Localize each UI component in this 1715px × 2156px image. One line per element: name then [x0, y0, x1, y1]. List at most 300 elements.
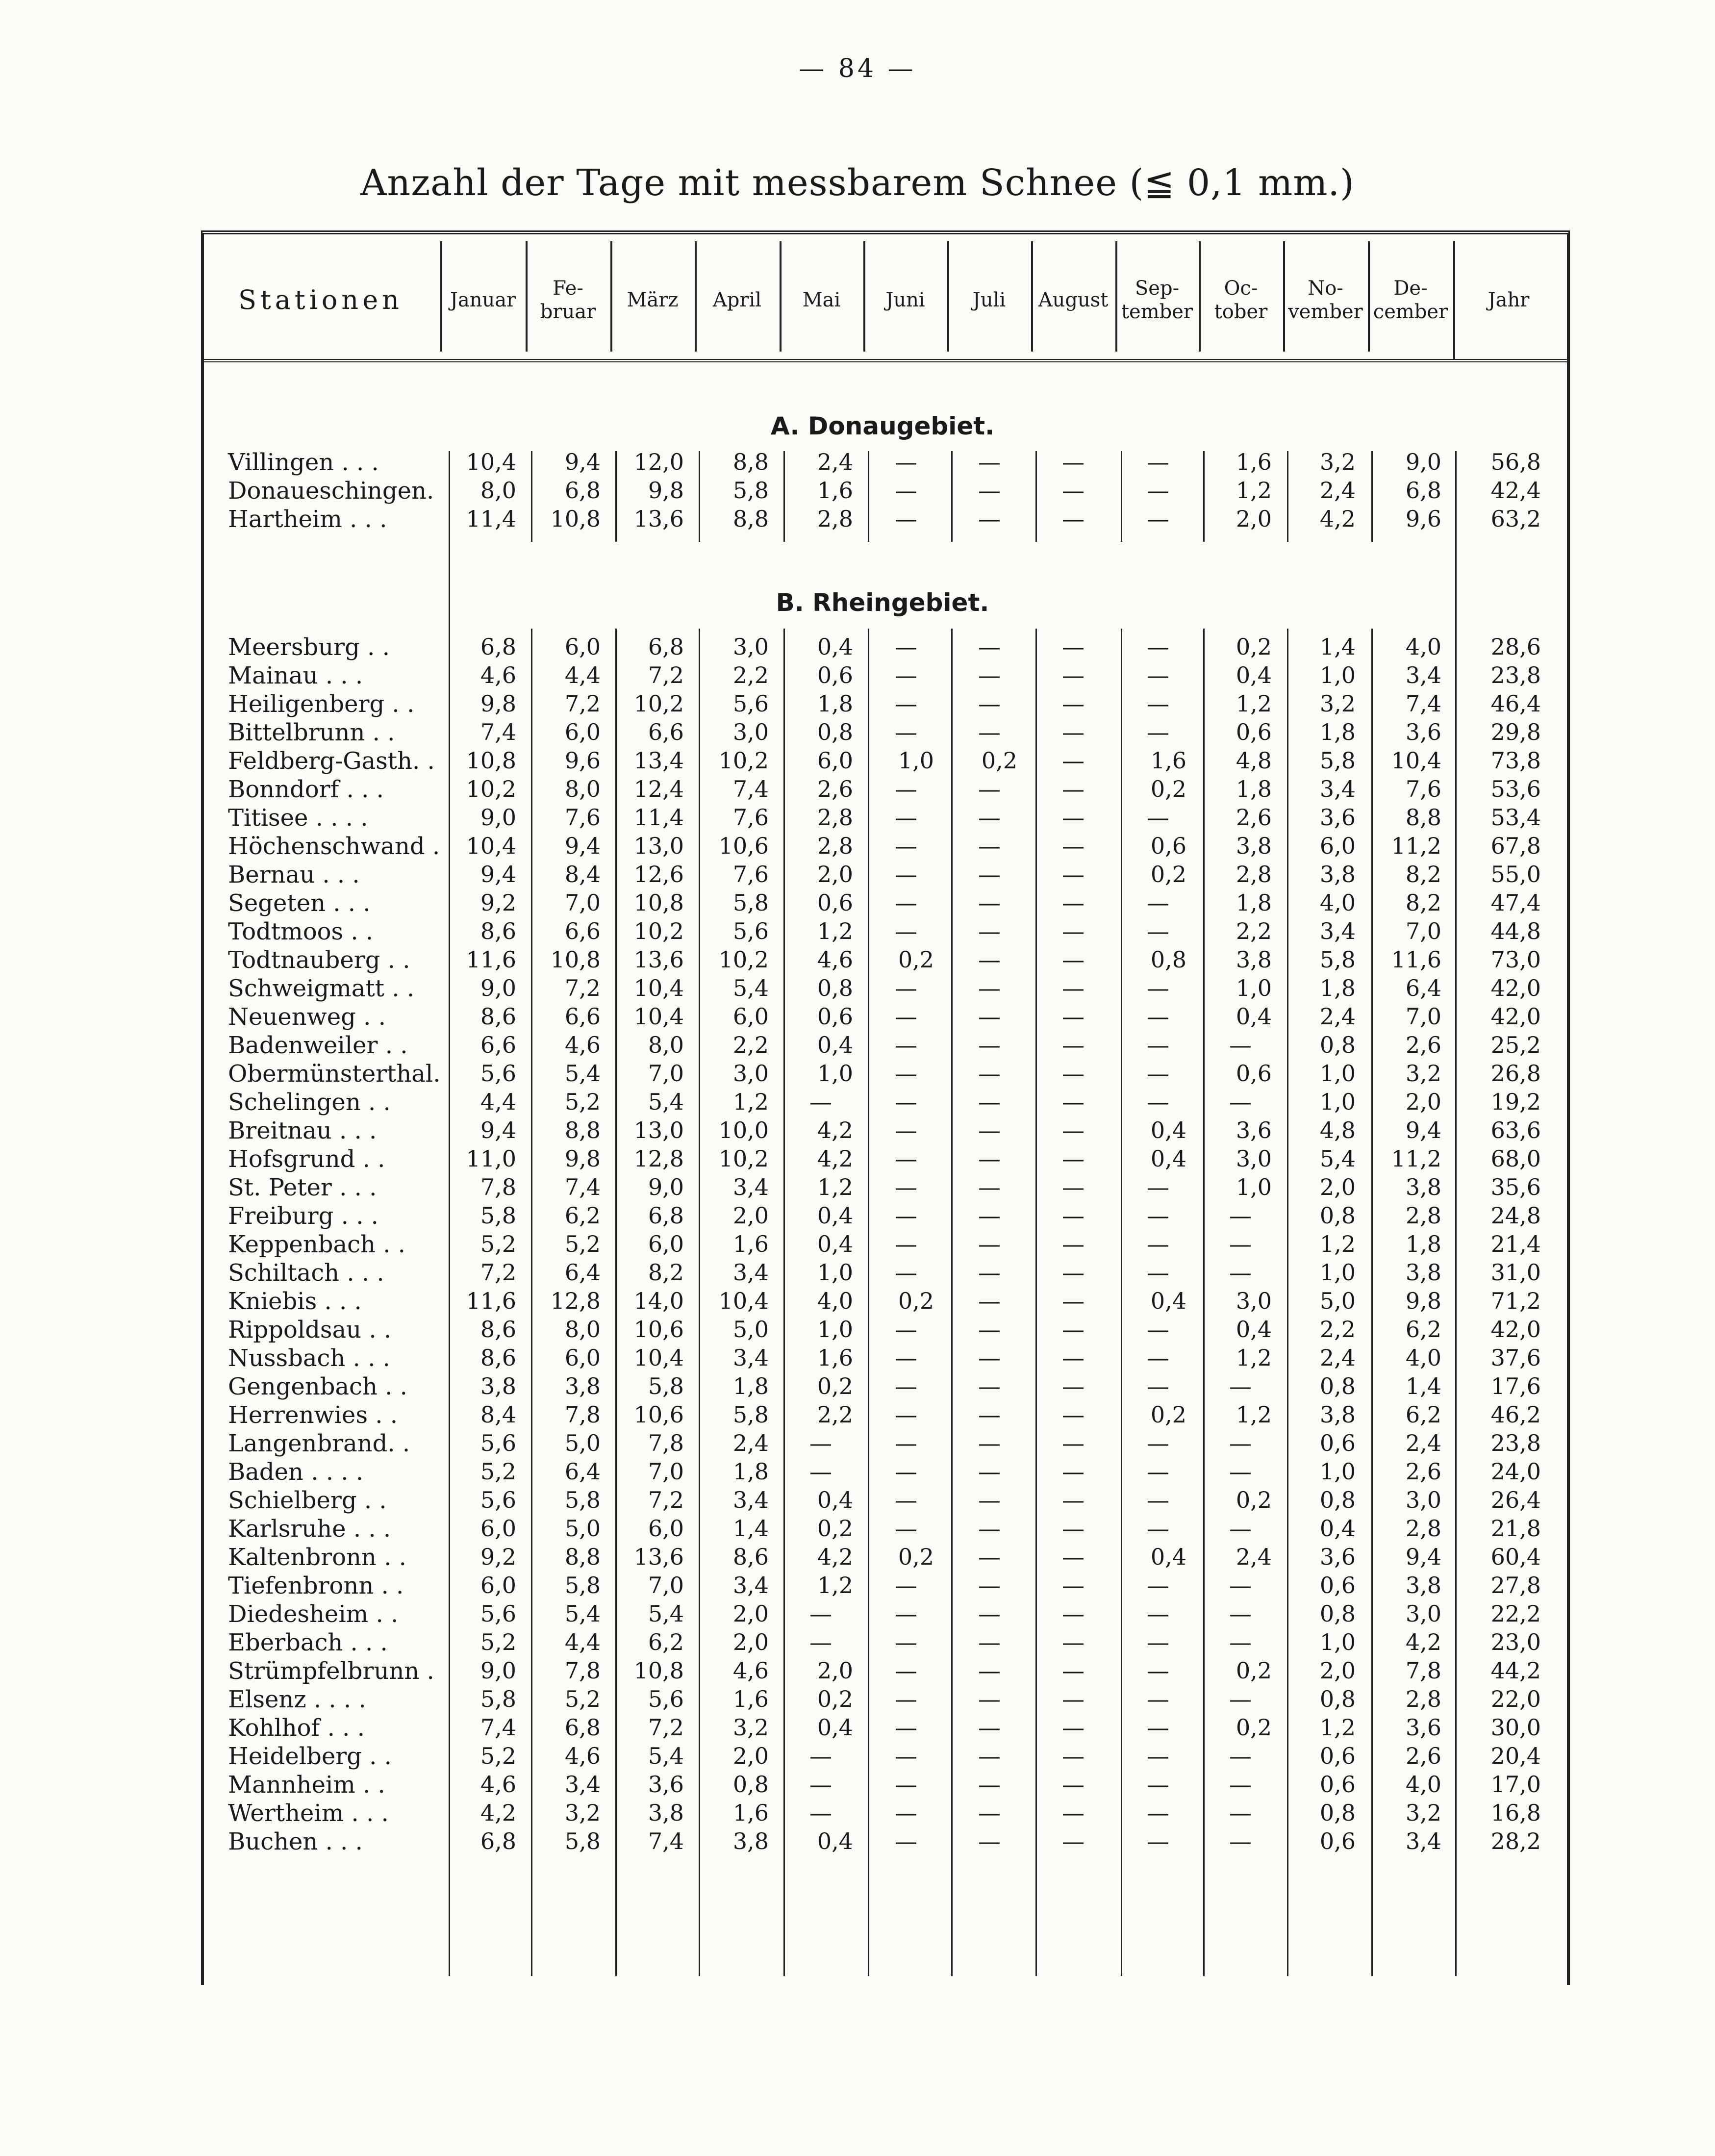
value-cell-nov: 5,4 — [1319, 1145, 1356, 1172]
value-cell-apr: 2,4 — [732, 1430, 769, 1456]
value-cell-jun: — — [895, 1344, 917, 1371]
station-name: Schweigmatt . . — [228, 975, 414, 1002]
value-cell-feb: 3,2 — [564, 1800, 601, 1826]
value-cell-sep: — — [1147, 1771, 1169, 1798]
value-cell-dec: 7,6 — [1405, 776, 1441, 802]
value-cell-oct: 0,6 — [1236, 719, 1272, 745]
value-cell-jul: 0,2 — [981, 747, 1017, 774]
value-cell-aug: — — [1062, 1316, 1084, 1343]
value-cell-aug: — — [1062, 1117, 1084, 1143]
value-cell-apr: 8,8 — [732, 506, 769, 532]
value-cell-oct: 0,2 — [1236, 1487, 1272, 1513]
value-cell-mar: 10,2 — [633, 690, 684, 717]
value-cell-jahr: 24,8 — [1490, 1202, 1541, 1229]
value-cell-jul: — — [978, 1544, 1001, 1570]
value-cell-feb: 6,8 — [564, 477, 601, 504]
value-cell-nov: 2,4 — [1319, 1344, 1356, 1371]
value-cell-aug: — — [1062, 975, 1084, 1001]
value-cell-jun: — — [895, 1202, 917, 1229]
value-cell-jahr: 22,0 — [1490, 1686, 1541, 1712]
value-cell-aug: — — [1062, 1800, 1084, 1826]
value-cell-jul: — — [978, 1032, 1001, 1058]
table-row — [0, 1288, 1715, 1316]
column-header-nov: No- vember — [1288, 277, 1363, 323]
value-cell-mai: — — [809, 1629, 832, 1655]
value-cell-dec: 11,2 — [1391, 1145, 1441, 1172]
value-cell-jahr: 20,4 — [1490, 1743, 1541, 1769]
value-cell-jul: — — [978, 449, 1001, 475]
value-cell-oct: 3,8 — [1236, 833, 1272, 859]
value-cell-aug: — — [1062, 833, 1084, 859]
value-cell-nov: 3,4 — [1319, 918, 1356, 944]
value-cell-feb: 6,6 — [564, 918, 601, 944]
value-cell-jul: — — [978, 861, 1001, 888]
value-cell-aug: — — [1062, 1771, 1084, 1798]
value-cell-mai: — — [809, 1600, 832, 1627]
value-cell-oct: 1,2 — [1236, 690, 1272, 717]
value-cell-aug: — — [1062, 861, 1084, 888]
value-cell-aug: — — [1062, 946, 1084, 973]
value-cell-apr: 3,0 — [732, 1060, 769, 1087]
value-cell-sep: 0,4 — [1150, 1288, 1186, 1314]
value-cell-mai: 6,0 — [817, 747, 853, 774]
value-cell-mar: 11,4 — [633, 804, 684, 831]
value-cell-mar: 6,6 — [648, 719, 684, 745]
value-cell-jan: 6,6 — [480, 1032, 516, 1058]
value-cell-jul: — — [978, 1060, 1001, 1087]
value-cell-nov: 1,4 — [1319, 634, 1356, 660]
value-cell-jul: — — [978, 1401, 1001, 1428]
value-cell-jan: 4,6 — [480, 1771, 516, 1798]
value-cell-jan: 8,6 — [480, 1344, 516, 1371]
value-cell-apr: 1,2 — [732, 1089, 769, 1115]
value-cell-apr: 10,2 — [718, 747, 769, 774]
value-cell-oct: — — [1229, 1800, 1252, 1826]
value-cell-oct: 0,2 — [1236, 1714, 1272, 1741]
value-cell-dec: 8,2 — [1405, 889, 1441, 916]
header-divider — [610, 241, 612, 352]
value-cell-oct: 0,6 — [1236, 1060, 1272, 1087]
value-cell-aug: — — [1062, 1743, 1084, 1769]
value-cell-feb: 7,2 — [564, 690, 601, 717]
value-cell-feb: 5,8 — [564, 1828, 601, 1854]
value-cell-oct: — — [1229, 1089, 1252, 1115]
table-row — [0, 690, 1715, 719]
value-cell-apr: 4,6 — [732, 1657, 769, 1684]
value-cell-jun: — — [895, 1515, 917, 1542]
column-header-jahr: Jahr — [1488, 289, 1530, 311]
value-cell-mar: 7,2 — [648, 1487, 684, 1513]
value-cell-apr: 2,2 — [732, 1032, 769, 1058]
value-cell-oct: 3,8 — [1236, 946, 1272, 973]
value-cell-oct: — — [1229, 1032, 1252, 1058]
value-cell-nov: 0,6 — [1319, 1828, 1356, 1854]
value-cell-jul: — — [978, 1743, 1001, 1769]
value-cell-apr: 5,4 — [732, 975, 769, 1001]
value-cell-mar: 8,0 — [648, 1032, 684, 1058]
value-cell-jan: 10,4 — [466, 833, 516, 859]
value-cell-mai: 2,0 — [817, 861, 853, 888]
value-cell-feb: 8,0 — [564, 1316, 601, 1343]
value-cell-sep: — — [1147, 1629, 1169, 1655]
header-divider — [1368, 241, 1370, 352]
value-cell-jun: — — [895, 1145, 917, 1172]
value-cell-nov: 2,0 — [1319, 1657, 1356, 1684]
value-cell-oct: 1,2 — [1236, 1401, 1272, 1428]
value-cell-feb: 4,4 — [564, 662, 601, 688]
value-cell-sep: — — [1147, 1572, 1169, 1598]
value-cell-jul: — — [978, 1373, 1001, 1399]
value-cell-feb: 6,0 — [564, 1344, 601, 1371]
value-cell-mar: 10,6 — [633, 1316, 684, 1343]
table-row — [0, 634, 1715, 662]
value-cell-mar: 7,0 — [648, 1060, 684, 1087]
value-cell-jul: — — [978, 1288, 1001, 1314]
value-cell-feb: 3,8 — [564, 1373, 601, 1399]
value-cell-jun: — — [895, 1430, 917, 1456]
value-cell-mai: 0,2 — [817, 1686, 853, 1712]
value-cell-mai: 1,8 — [817, 690, 853, 717]
value-cell-feb: 7,8 — [564, 1657, 601, 1684]
value-cell-jan: 7,4 — [480, 719, 516, 745]
value-cell-sep: 1,6 — [1150, 747, 1186, 774]
value-cell-jul: — — [978, 1714, 1001, 1741]
value-cell-oct: 2,4 — [1236, 1544, 1272, 1570]
value-cell-sep: — — [1147, 1458, 1169, 1485]
value-cell-oct: — — [1229, 1686, 1252, 1712]
value-cell-mai: 2,6 — [817, 776, 853, 802]
value-cell-oct: 0,4 — [1236, 662, 1272, 688]
value-cell-dec: 11,2 — [1391, 833, 1441, 859]
value-cell-apr: 3,4 — [732, 1344, 769, 1371]
value-cell-jun: — — [895, 889, 917, 916]
table-row — [0, 1401, 1715, 1430]
value-cell-aug: — — [1062, 1145, 1084, 1172]
station-name: Schelingen . . — [228, 1089, 391, 1116]
header-divider — [780, 241, 782, 352]
table-row — [0, 918, 1715, 946]
value-cell-oct: 2,8 — [1236, 861, 1272, 888]
value-cell-sep: — — [1147, 1515, 1169, 1542]
value-cell-oct: 2,6 — [1236, 804, 1272, 831]
value-cell-jan: 9,4 — [480, 861, 516, 888]
value-cell-nov: 4,8 — [1319, 1117, 1356, 1143]
value-cell-dec: 3,4 — [1405, 1828, 1441, 1854]
value-cell-nov: 3,4 — [1319, 776, 1356, 802]
value-cell-jan: 5,2 — [480, 1743, 516, 1769]
value-cell-jahr: 16,8 — [1490, 1800, 1541, 1826]
value-cell-jul: — — [978, 833, 1001, 859]
value-cell-feb: 8,0 — [564, 776, 601, 802]
table-row — [0, 1629, 1715, 1657]
station-name: Feldberg-Gasth. . — [228, 747, 435, 775]
value-cell-jul: — — [978, 719, 1001, 745]
value-cell-feb: 5,2 — [564, 1231, 601, 1257]
value-cell-nov: 1,8 — [1319, 975, 1356, 1001]
value-cell-mar: 10,2 — [633, 918, 684, 944]
table-row — [0, 1117, 1715, 1145]
value-cell-jan: 9,0 — [480, 975, 516, 1001]
value-cell-jun: — — [895, 1743, 917, 1769]
value-cell-dec: 11,6 — [1391, 946, 1441, 973]
value-cell-feb: 10,8 — [550, 946, 601, 973]
value-cell-jun: — — [895, 1629, 917, 1655]
value-cell-jul: — — [978, 506, 1001, 532]
value-cell-sep: 0,8 — [1150, 946, 1186, 973]
value-cell-aug: — — [1062, 804, 1084, 831]
table-row — [0, 1657, 1715, 1686]
value-cell-dec: 6,2 — [1405, 1316, 1441, 1343]
station-name: Diedesheim . . — [228, 1600, 399, 1628]
value-cell-aug: — — [1062, 477, 1084, 504]
table-row — [0, 1316, 1715, 1344]
value-cell-jahr: 35,6 — [1490, 1174, 1541, 1200]
value-cell-aug: — — [1062, 1373, 1084, 1399]
value-cell-jahr: 17,6 — [1490, 1373, 1541, 1399]
value-cell-jahr: 21,8 — [1490, 1515, 1541, 1542]
value-cell-jahr: 42,4 — [1490, 477, 1541, 504]
value-cell-aug: — — [1062, 1686, 1084, 1712]
value-cell-jun: — — [895, 918, 917, 944]
value-cell-dec: 10,4 — [1391, 747, 1441, 774]
value-cell-oct: — — [1229, 1259, 1252, 1286]
value-cell-dec: 6,8 — [1405, 477, 1441, 504]
station-name: Meersburg . . — [228, 634, 390, 661]
value-cell-sep: — — [1147, 1032, 1169, 1058]
value-cell-mai: 2,8 — [817, 804, 853, 831]
section-title: A. Donaugebiet. — [770, 412, 995, 440]
value-cell-jun: — — [895, 1572, 917, 1598]
value-cell-aug: — — [1062, 1572, 1084, 1598]
value-cell-apr: 3,0 — [732, 719, 769, 745]
value-cell-mar: 10,8 — [633, 889, 684, 916]
value-cell-oct: — — [1229, 1458, 1252, 1485]
value-cell-jul: — — [978, 1686, 1001, 1712]
value-cell-jan: 6,8 — [480, 1828, 516, 1854]
value-cell-jan: 5,2 — [480, 1231, 516, 1257]
value-cell-jan: 9,2 — [480, 889, 516, 916]
section-title: B. Rheingebiet. — [776, 588, 989, 617]
value-cell-feb: 9,6 — [564, 747, 601, 774]
table-row — [0, 833, 1715, 861]
value-cell-apr: 10,0 — [718, 1117, 769, 1143]
value-cell-nov: 5,8 — [1319, 747, 1356, 774]
value-cell-sep: 0,2 — [1150, 1401, 1186, 1428]
value-cell-nov: 0,8 — [1319, 1202, 1356, 1229]
value-cell-apr: 1,6 — [732, 1800, 769, 1826]
value-cell-aug: — — [1062, 1657, 1084, 1684]
value-cell-feb: 8,4 — [564, 861, 601, 888]
value-cell-jahr: 71,2 — [1490, 1288, 1541, 1314]
value-cell-jun: — — [895, 719, 917, 745]
value-cell-mar: 8,2 — [648, 1259, 684, 1286]
value-cell-mar: 10,6 — [633, 1401, 684, 1428]
station-name: Obermünsterthal. — [228, 1060, 441, 1088]
table-row — [0, 1145, 1715, 1174]
value-cell-feb: 5,0 — [564, 1515, 601, 1542]
value-cell-jul: — — [978, 1003, 1001, 1030]
value-cell-jan: 5,6 — [480, 1600, 516, 1627]
value-cell-jahr: 63,2 — [1490, 506, 1541, 532]
value-cell-jun: — — [895, 662, 917, 688]
value-cell-sep: — — [1147, 1174, 1169, 1200]
value-cell-nov: 1,0 — [1319, 1259, 1356, 1286]
value-cell-feb: 6,4 — [564, 1259, 601, 1286]
value-cell-aug: — — [1062, 1060, 1084, 1087]
value-cell-jun: — — [895, 1828, 917, 1854]
value-cell-nov: 3,2 — [1319, 690, 1356, 717]
value-cell-jan: 5,8 — [480, 1202, 516, 1229]
station-name: Bernau . . . — [228, 861, 360, 888]
value-cell-dec: 3,8 — [1405, 1259, 1441, 1286]
value-cell-apr: 3,0 — [732, 634, 769, 660]
value-cell-oct: 0,2 — [1236, 1657, 1272, 1684]
station-name: St. Peter . . . — [228, 1174, 377, 1201]
station-name: Hartheim . . . — [228, 506, 387, 533]
value-cell-feb: 5,8 — [564, 1487, 601, 1513]
value-cell-sep: — — [1147, 506, 1169, 532]
value-cell-dec: 3,6 — [1405, 719, 1441, 745]
value-cell-oct: 1,8 — [1236, 889, 1272, 916]
value-cell-aug: — — [1062, 1515, 1084, 1542]
value-cell-apr: 7,4 — [732, 776, 769, 802]
value-cell-jun: — — [895, 833, 917, 859]
value-cell-aug: — — [1062, 1487, 1084, 1513]
value-cell-feb: 8,8 — [564, 1117, 601, 1143]
value-cell-jan: 7,2 — [480, 1259, 516, 1286]
value-cell-nov: 3,6 — [1319, 804, 1356, 831]
table-row — [0, 1089, 1715, 1117]
value-cell-apr: 2,0 — [732, 1743, 769, 1769]
value-cell-mai: — — [809, 1430, 832, 1456]
value-cell-mai: — — [809, 1089, 832, 1115]
value-cell-jan: 11,4 — [466, 506, 516, 532]
value-cell-mai: 2,8 — [817, 833, 853, 859]
value-cell-jul: — — [978, 1657, 1001, 1684]
value-cell-oct: — — [1229, 1231, 1252, 1257]
column-header-sep: Sep- tember — [1121, 277, 1193, 323]
value-cell-jul: — — [978, 1458, 1001, 1485]
value-cell-sep: — — [1147, 1600, 1169, 1627]
value-cell-nov: 0,8 — [1319, 1800, 1356, 1826]
value-cell-jan: 10,8 — [466, 747, 516, 774]
value-cell-mai: 2,0 — [817, 1657, 853, 1684]
value-cell-mai: 4,2 — [817, 1544, 853, 1570]
value-cell-jul: — — [978, 918, 1001, 944]
value-cell-jan: 11,6 — [466, 1288, 516, 1314]
value-cell-mar: 3,8 — [648, 1800, 684, 1826]
value-cell-oct: 1,2 — [1236, 477, 1272, 504]
value-cell-jan: 8,0 — [480, 477, 516, 504]
value-cell-feb: 3,4 — [564, 1771, 601, 1798]
value-cell-jahr: 60,4 — [1490, 1544, 1541, 1570]
value-cell-jun: — — [895, 861, 917, 888]
value-cell-dec: 2,6 — [1405, 1032, 1441, 1058]
value-cell-nov: 0,6 — [1319, 1771, 1356, 1798]
table-row — [0, 975, 1715, 1003]
value-cell-oct: 1,6 — [1236, 449, 1272, 475]
value-cell-apr: 3,4 — [732, 1174, 769, 1200]
value-cell-dec: 4,0 — [1405, 1344, 1441, 1371]
value-cell-sep: — — [1147, 1487, 1169, 1513]
value-cell-jahr: 28,2 — [1490, 1828, 1541, 1854]
value-cell-jan: 5,2 — [480, 1629, 516, 1655]
value-cell-oct: — — [1229, 1629, 1252, 1655]
value-cell-dec: 9,4 — [1405, 1117, 1441, 1143]
value-cell-nov: 0,8 — [1319, 1686, 1356, 1712]
value-cell-jan: 6,0 — [480, 1515, 516, 1542]
value-cell-jan: 8,6 — [480, 918, 516, 944]
table-row — [0, 1600, 1715, 1629]
value-cell-mai: — — [809, 1743, 832, 1769]
value-cell-jahr: 73,0 — [1490, 946, 1541, 973]
value-cell-nov: 2,2 — [1319, 1316, 1356, 1343]
value-cell-aug: — — [1062, 1544, 1084, 1570]
value-cell-jan: 9,4 — [480, 1117, 516, 1143]
value-cell-aug: — — [1062, 1344, 1084, 1371]
value-cell-mar: 13,6 — [633, 946, 684, 973]
value-cell-jan: 5,8 — [480, 1686, 516, 1712]
value-cell-jan: 5,6 — [480, 1060, 516, 1087]
value-cell-mai: 4,0 — [817, 1288, 853, 1314]
value-cell-mar: 13,6 — [633, 1544, 684, 1570]
column-header-jan: Januar — [450, 289, 516, 311]
value-cell-jahr: 26,4 — [1490, 1487, 1541, 1513]
value-cell-jul: — — [978, 1800, 1001, 1826]
station-name: Neuenweg . . — [228, 1003, 386, 1031]
value-cell-nov: 0,6 — [1319, 1572, 1356, 1598]
value-cell-aug: — — [1062, 1714, 1084, 1741]
value-cell-jan: 3,8 — [480, 1373, 516, 1399]
value-cell-apr: 2,2 — [732, 662, 769, 688]
value-cell-apr: 2,0 — [732, 1202, 769, 1229]
column-header-oct: Oc- tober — [1214, 277, 1268, 323]
value-cell-jahr: 28,6 — [1490, 634, 1541, 660]
table-row — [0, 662, 1715, 690]
value-cell-aug: — — [1062, 1629, 1084, 1655]
value-cell-jul: — — [978, 1316, 1001, 1343]
value-cell-aug: — — [1062, 1430, 1084, 1456]
value-cell-dec: 4,2 — [1405, 1629, 1441, 1655]
value-cell-mar: 7,2 — [648, 1714, 684, 1741]
value-cell-jul: — — [978, 1344, 1001, 1371]
station-name: Nussbach . . . — [228, 1344, 390, 1372]
value-cell-jahr: 25,2 — [1490, 1032, 1541, 1058]
value-cell-jahr: 47,4 — [1490, 889, 1541, 916]
value-cell-oct: — — [1229, 1373, 1252, 1399]
value-cell-feb: 6,2 — [564, 1202, 601, 1229]
value-cell-jun: — — [895, 506, 917, 532]
value-cell-mar: 7,0 — [648, 1572, 684, 1598]
station-name: Schielberg . . — [228, 1487, 387, 1514]
value-cell-jun: — — [895, 1458, 917, 1485]
header-divider — [526, 241, 528, 352]
value-cell-nov: 3,8 — [1319, 861, 1356, 888]
value-cell-feb: 4,6 — [564, 1032, 601, 1058]
value-cell-mar: 12,0 — [633, 449, 684, 475]
value-cell-aug: — — [1062, 1828, 1084, 1854]
value-cell-dec: 2,4 — [1405, 1430, 1441, 1456]
value-cell-dec: 6,4 — [1405, 975, 1441, 1001]
value-cell-aug: — — [1062, 747, 1084, 774]
value-cell-oct: 0,4 — [1236, 1003, 1272, 1030]
value-cell-jahr: 29,8 — [1490, 719, 1541, 745]
station-name: Mainau . . . — [228, 662, 363, 689]
station-name: Kohlhof . . . — [228, 1714, 365, 1742]
value-cell-jahr: 22,2 — [1490, 1600, 1541, 1627]
value-cell-oct: 3,0 — [1236, 1288, 1272, 1314]
table-row — [0, 1344, 1715, 1373]
